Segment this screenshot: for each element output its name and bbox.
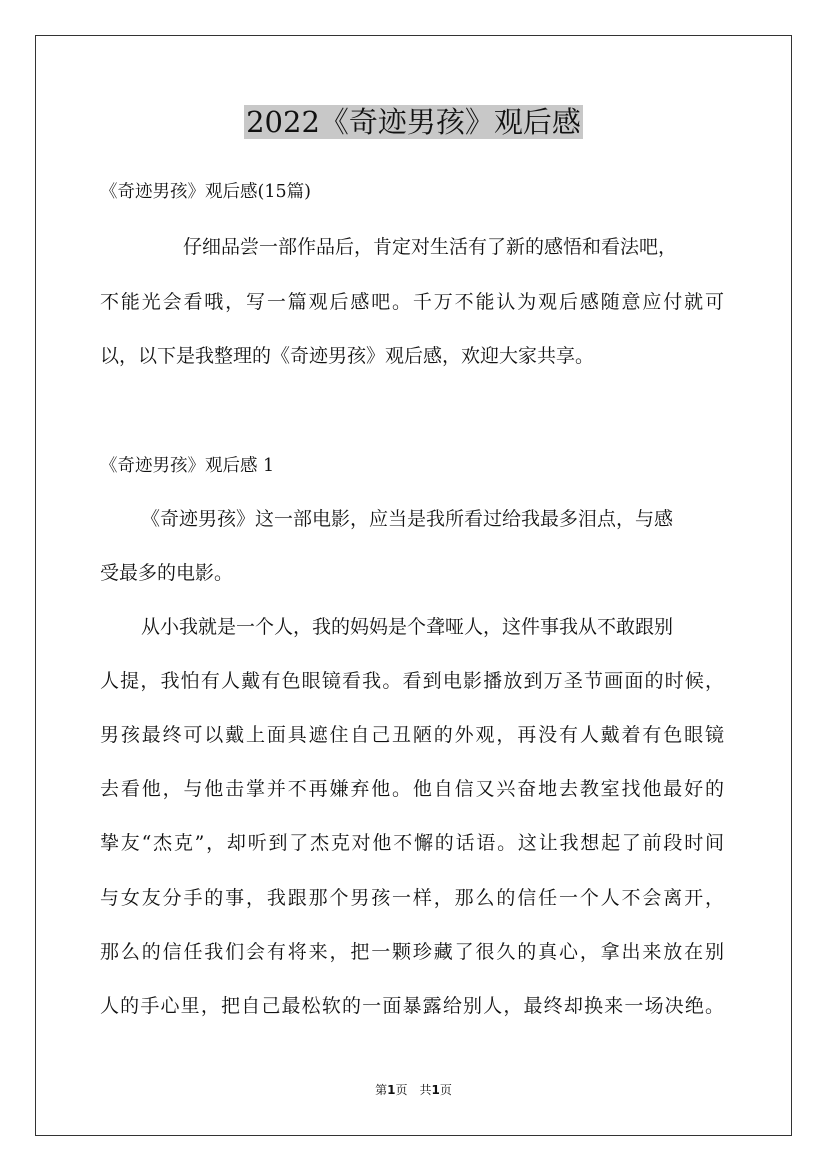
page-number-footer <box>0 1082 827 1098</box>
intro-line-3: 以，以下是我整理的《奇迹男孩》观后感，欢迎大家共享。 <box>100 345 595 367</box>
section-heading: 《奇迹男孩》观后感 1 <box>100 456 275 476</box>
paragraph-2-line-7: 那么的信任我们会有将来，把一颗珍藏了很久的真心，拿出来放在别 <box>100 941 724 963</box>
paragraph-2-line-5: 挚友“杰克”，却听到了杰克对他不懈的话语。这让我想起了前段时间 <box>100 832 724 854</box>
intro-line-1: 仔细品尝一部作品后，肯定对生活有了新的感悟和看法吧， <box>183 236 678 258</box>
paragraph-2-line-3: 男孩最终可以戴上面具遮住自己丑陋的外观，再没有人戴着有色眼镜 <box>100 724 724 746</box>
footer-suffix: 页 <box>439 1083 452 1097</box>
paragraph-2-line-4: 去看他，与他击掌并不再嫌弃他。他自信又兴奋地去教室找他最好的 <box>100 778 724 800</box>
footer-total-pages: 1 <box>431 1083 440 1097</box>
paragraph-2-line-8: 人的手心里，把自己最松软的一面暴露给别人，最终却换来一场决绝。 <box>100 995 724 1017</box>
footer-middle: 页 共 <box>395 1083 432 1097</box>
paragraph-2-line-6: 与女友分手的事，我跟那个男孩一样，那么的信任一个人不会离开， <box>100 887 724 909</box>
paragraph-1-line-1: 《奇迹男孩》这一部电影，应当是我所看过给我最多泪点，与感 <box>141 508 674 530</box>
document-title-highlight: 2022《奇迹男孩》观后感 <box>246 105 581 139</box>
intro-line-2: 不能光会看哦，写一篇观后感吧。千万不能认为观后感随意应付就可 <box>100 291 724 313</box>
footer-current-page: 1 <box>387 1083 396 1097</box>
document-title <box>0 102 827 142</box>
document-subtitle: 《奇迹男孩》观后感(15篇) <box>100 182 311 202</box>
paragraph-1-line-2: 受最多的电影。 <box>100 562 234 584</box>
paragraph-2-line-1: 从小我就是一个人，我的妈妈是个聋哑人，这件事我从不敢跟别 <box>141 616 674 638</box>
paragraph-2-line-2: 人提，我怕有人戴有色眼镜看我。看到电影播放到万圣节画面的时候， <box>100 670 724 692</box>
footer-prefix: 第 <box>375 1083 388 1097</box>
